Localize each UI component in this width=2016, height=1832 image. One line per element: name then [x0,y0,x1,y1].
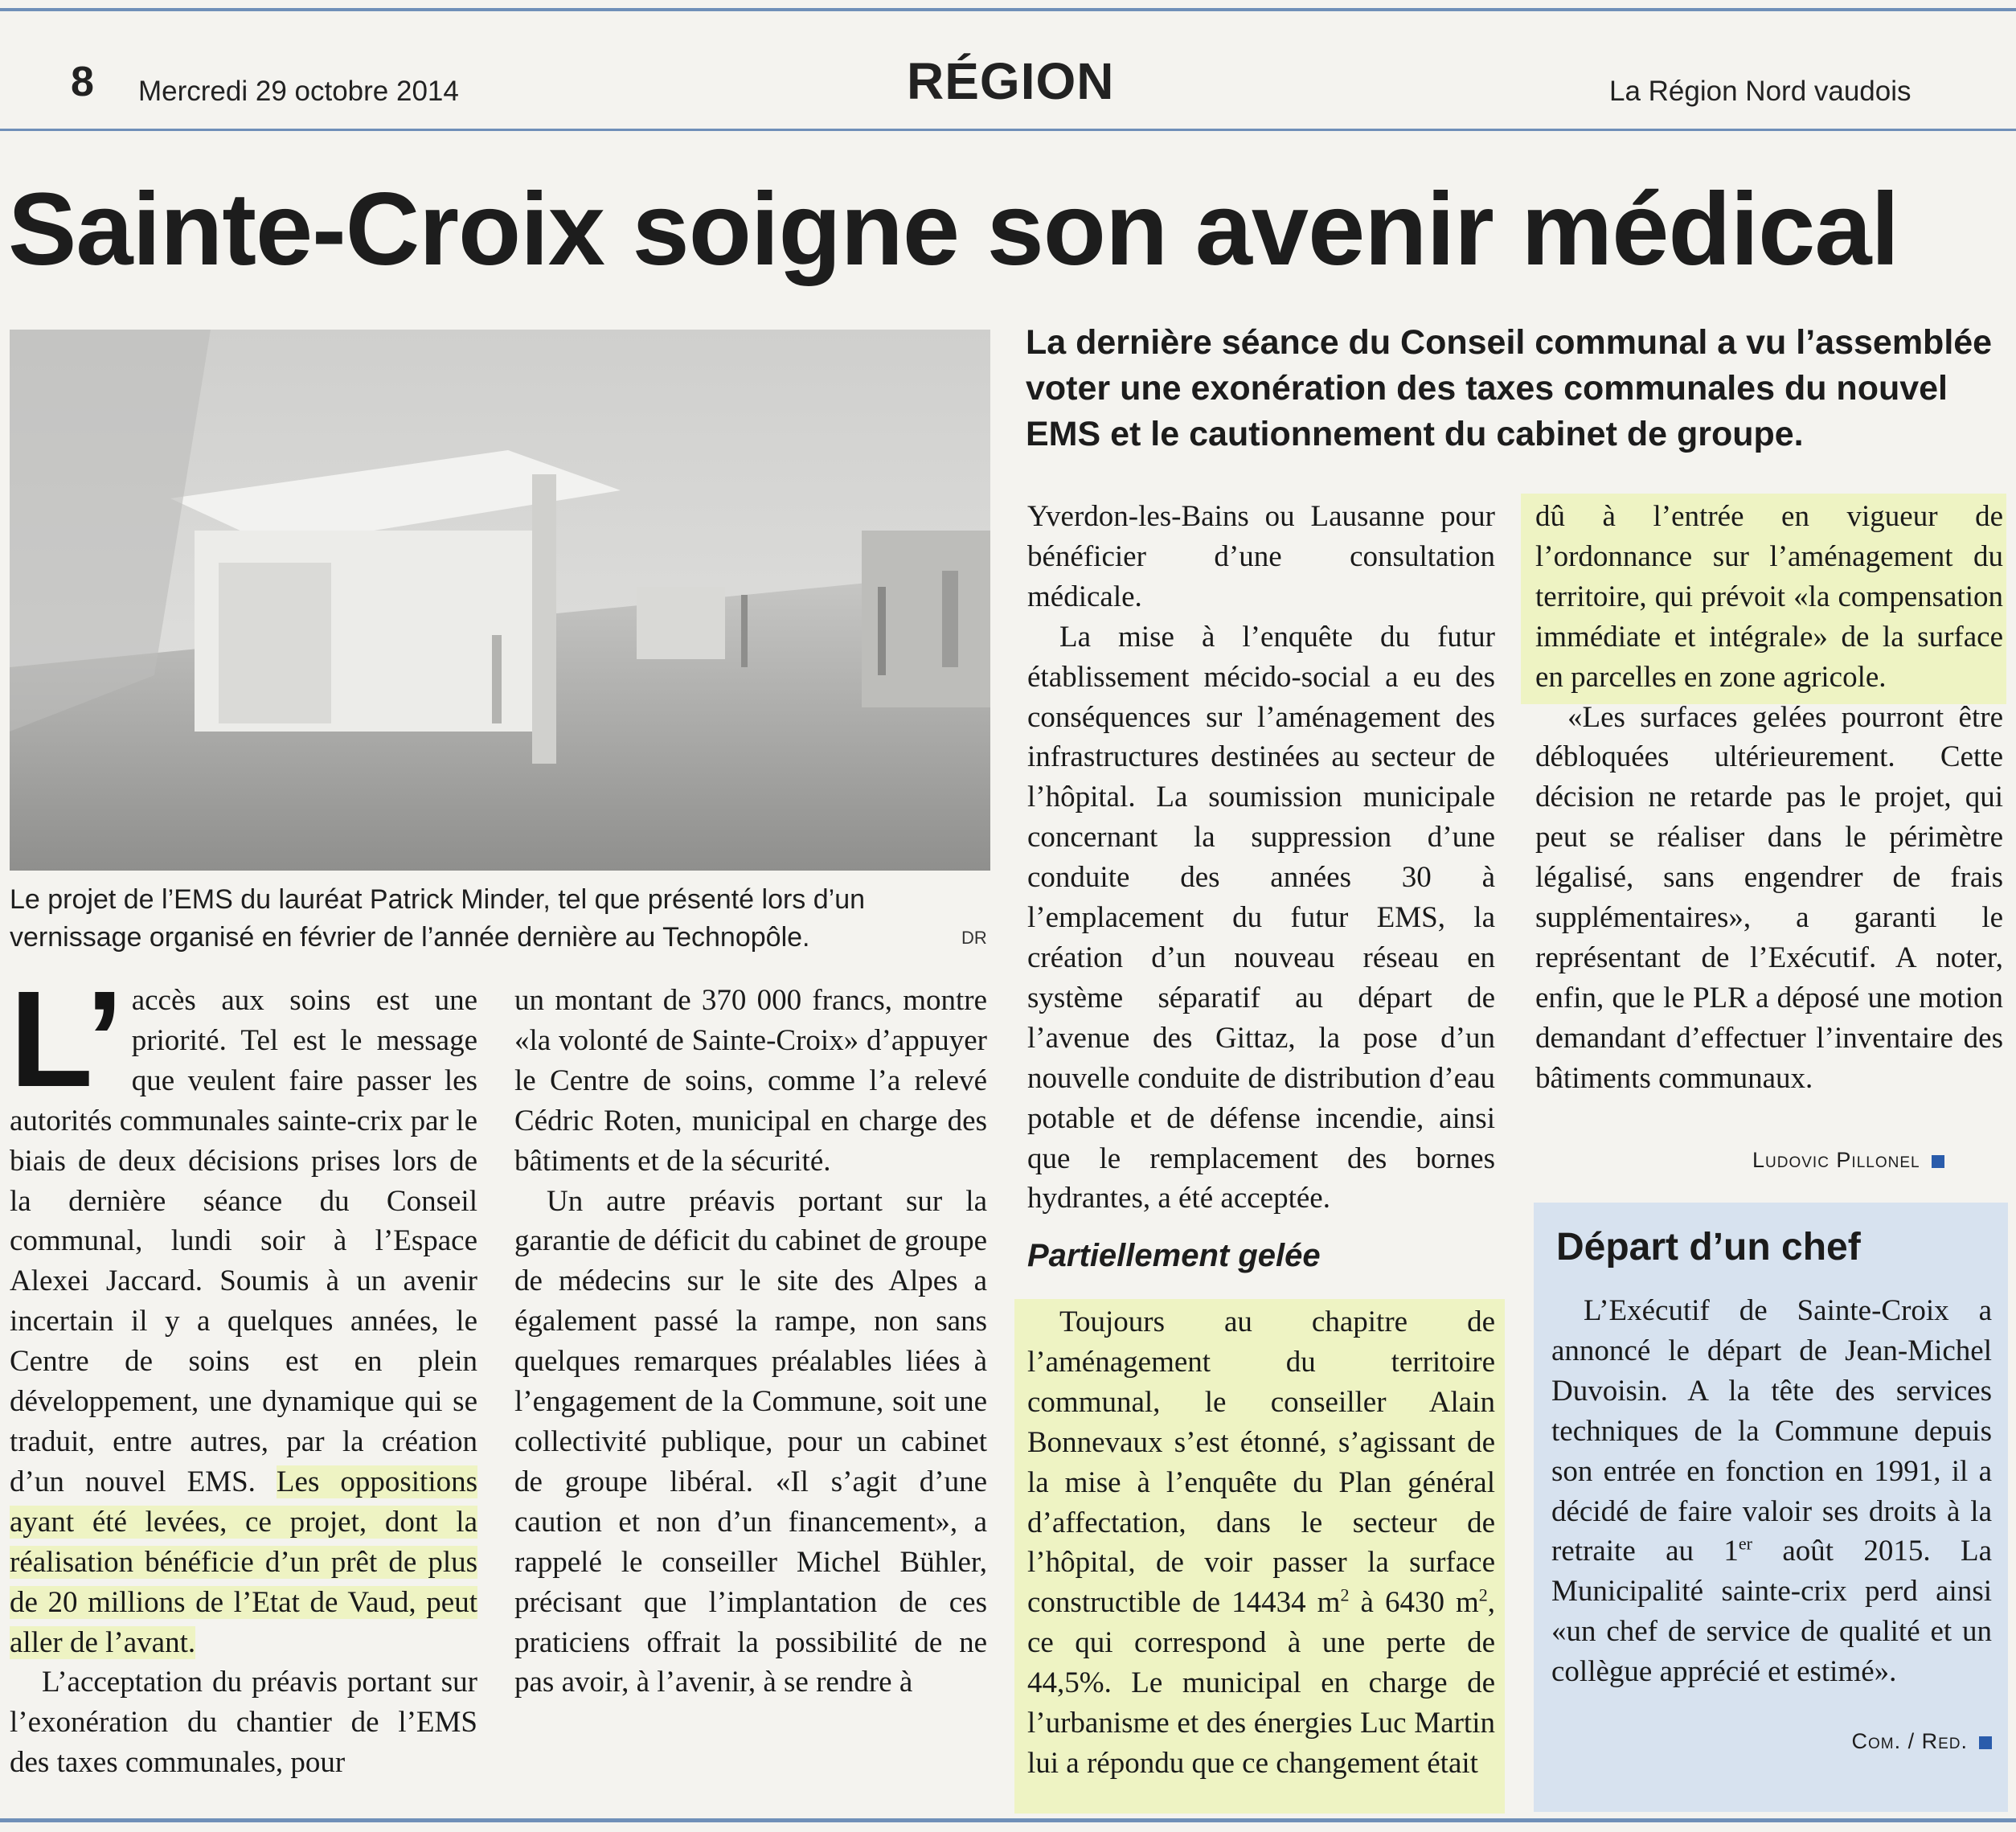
lead-paragraph: La dernière séance du Conseil communal a vu l’assemblée voter une exonération des taxes communales du nouvel EMS et le cautionnement du cabinet de groupe. [1026,323,1993,453]
rendering-illustration [10,330,990,871]
sidebar-signature [1851,1729,1992,1754]
author-byline [1752,1148,1944,1173]
paragraph-yverdon: Yverdon-les-Bains ou Lausanne pour bénéficier d’une consultation médicale. [1027,500,1495,613]
paragraph-enquete: La mise à l’enquête du futur établissement mécido-social a eu des conséquences sur l’aménagement des infrastructures destinées au secteur de l’hôpital. La soumission municipale concernant la suppression d’une conduite des années 30 à l’emplacement du futur EMS, la création d’un nouveau réseau en système séparatif au départ de l’avenue des Gittaz, la pose d’un nouvelle conduite de distribution d’eau potable et de défense incendie, ainsi que le remplacement des bornes hydrantes, a été acceptée. [1027,620,1495,1215]
headline: Sainte-Croix soigne son avenir médical [8,172,1899,287]
paragraph-surfaces-gelees: «Les surfaces gelées pourront être débloquées ultérieurement. Cette décision ne retarde pas le projet, qui peut se réaliser dans le périmètre légalisé, sans engendrer de frais supplémentaires», a garanti le représentant de l’Exécutif. A noter, enfin, que le PLR a déposé une motion demandant d’effectuer l’inventaire des bâtiments communaux. [1535,700,2003,1095]
paragraph-territoire-mid: à 6430 m [1349,1586,1479,1620]
paragraph-territoire-start: Toujours au chapitre de l’aménagement du territoire communal, le conseiller Alain Bonnevaux s’est étonné, s’agissant de la mise à l’enquête du Plan général d’affectation, dans le secteur de l’hôpital, de voir passer la surface constructible de 14434 m [1027,1305,1495,1620]
photo-caption-text: Le projet de l’EMS du lauréat Patrick Minder, tel que présenté lors d’un vernissage organisé en février de l’année dernière au Technopôle. [10,884,866,953]
sidebar-text [1551,1291,1992,1692]
highlighted-text-oppositions: Les oppositions ayant été levées, ce projet, dont la réalisation bénéficie d’un prêt de plus de 20 millions de l’Etat de Vaud, peut aller de l’avant. [10,1465,478,1659]
paragraph-acceptation: L’acceptation du préavis portant sur l’exonération du chantier de l’EMS des taxes communales, pour [10,1666,477,1780]
publication-name: La Région Nord vaudois [1609,76,1912,107]
paragraph-preavis: Un autre préavis portant sur la garantie de déficit du cabinet de groupe de médecins sur le site des Alpes a également passé la rampe, non sans quelques remarques préalables liées à l’engagement de la Commune, soit une collectivité publique, pour un cabinet de groupe libéral. «Il s’agit d’une caution et non d’un financement», a rappelé le conseiller Michel Bühler, précisant que l’implantation de ces praticiens offrait la possibilité de ne pas avoir, à l’avenir, à se rendre à [514,1184,987,1699]
sidebar-title: Départ d’un chef [1556,1226,1861,1268]
top-rule [0,8,2016,11]
article-column-3 [1027,497,1495,1219]
subhead-partiellement-gelee: Partiellement gelée [1027,1238,1321,1273]
sidebar-text-start: L’Exécutif de Sainte-Croix a annoncé le départ de Jean-Michel Duvoisin. A la tête des services techniques de la Commune depuis son entrée en fonction en 1991, il a décidé de faire valoir ses droits à la retraite au 1 [1551,1294,1992,1568]
architectural-rendering-image [10,330,990,871]
article-column-4 [1535,497,2003,1099]
superscript-2a: 2 [1340,1585,1350,1606]
page-number: 8 [71,59,94,105]
article-column-3-continued [1027,1302,1495,1784]
article-column-1 [10,963,478,1783]
sidebar-text-end: août 2015. La Municipalité sainte-crix perd ainsi «un chef de service de qualité et un collègue apprécié et estimé». [1551,1535,1992,1689]
paragraph-montant: un montant de 370 000 francs, montre «la volonté de Sainte-Croix» d’appuyer le Centre de soins, comme l’a relevé Cédric Roten, municipal en charge des bâtiments et de la sécurité. [514,984,987,1178]
author-name: Ludovic Pillonel [1752,1148,1920,1172]
article-column-2 [514,981,987,1703]
bottom-rule [0,1818,2016,1822]
photo-caption [10,881,966,957]
photo-credit: DR [961,928,987,948]
sidebar-box [1534,1203,2008,1812]
superscript-er: er [1738,1534,1752,1555]
sidebar-end-marker-icon [1979,1736,1992,1749]
section-title: RÉGION [907,52,1115,110]
superscript-2b: 2 [1478,1585,1488,1606]
issue-date: Mercredi 29 octobre 2014 [138,76,459,107]
paragraph-ordonnance: dû à l’entrée en vigueur de l’ordonnance sur l’aménagement du territoire, qui prévoit «la compensation immédiate et intégrale» de la surface en parcelles en zone agricole. [1535,500,2003,694]
intro-text: accès aux soins est une priorité. Tel est le message que veulent faire passer les autorités communales sainte-crix par le biais de deux décisions prises lors de la dernière séance du Conseil communal, lundi soir à l’Espace Alexei Jaccard. Soumis à un avenir incertain il y a quelques années, le Centre de soins est en plein développement, une dynamique qui se traduit, entre autres, par la création d’un nouvel EMS. [10,984,477,1498]
header-rule [0,129,2016,131]
end-marker-icon [1932,1155,1944,1168]
drop-cap: L’ [10,963,124,1116]
sidebar-signature-text: Com. / Red. [1851,1729,1968,1753]
paragraph-territoire-end: , ce qui correspond à une perte de 44,5%. Le municipal en charge de l’urbanisme et des énergies Luc Martin lui a répondu que ce changement était [1027,1586,1496,1780]
